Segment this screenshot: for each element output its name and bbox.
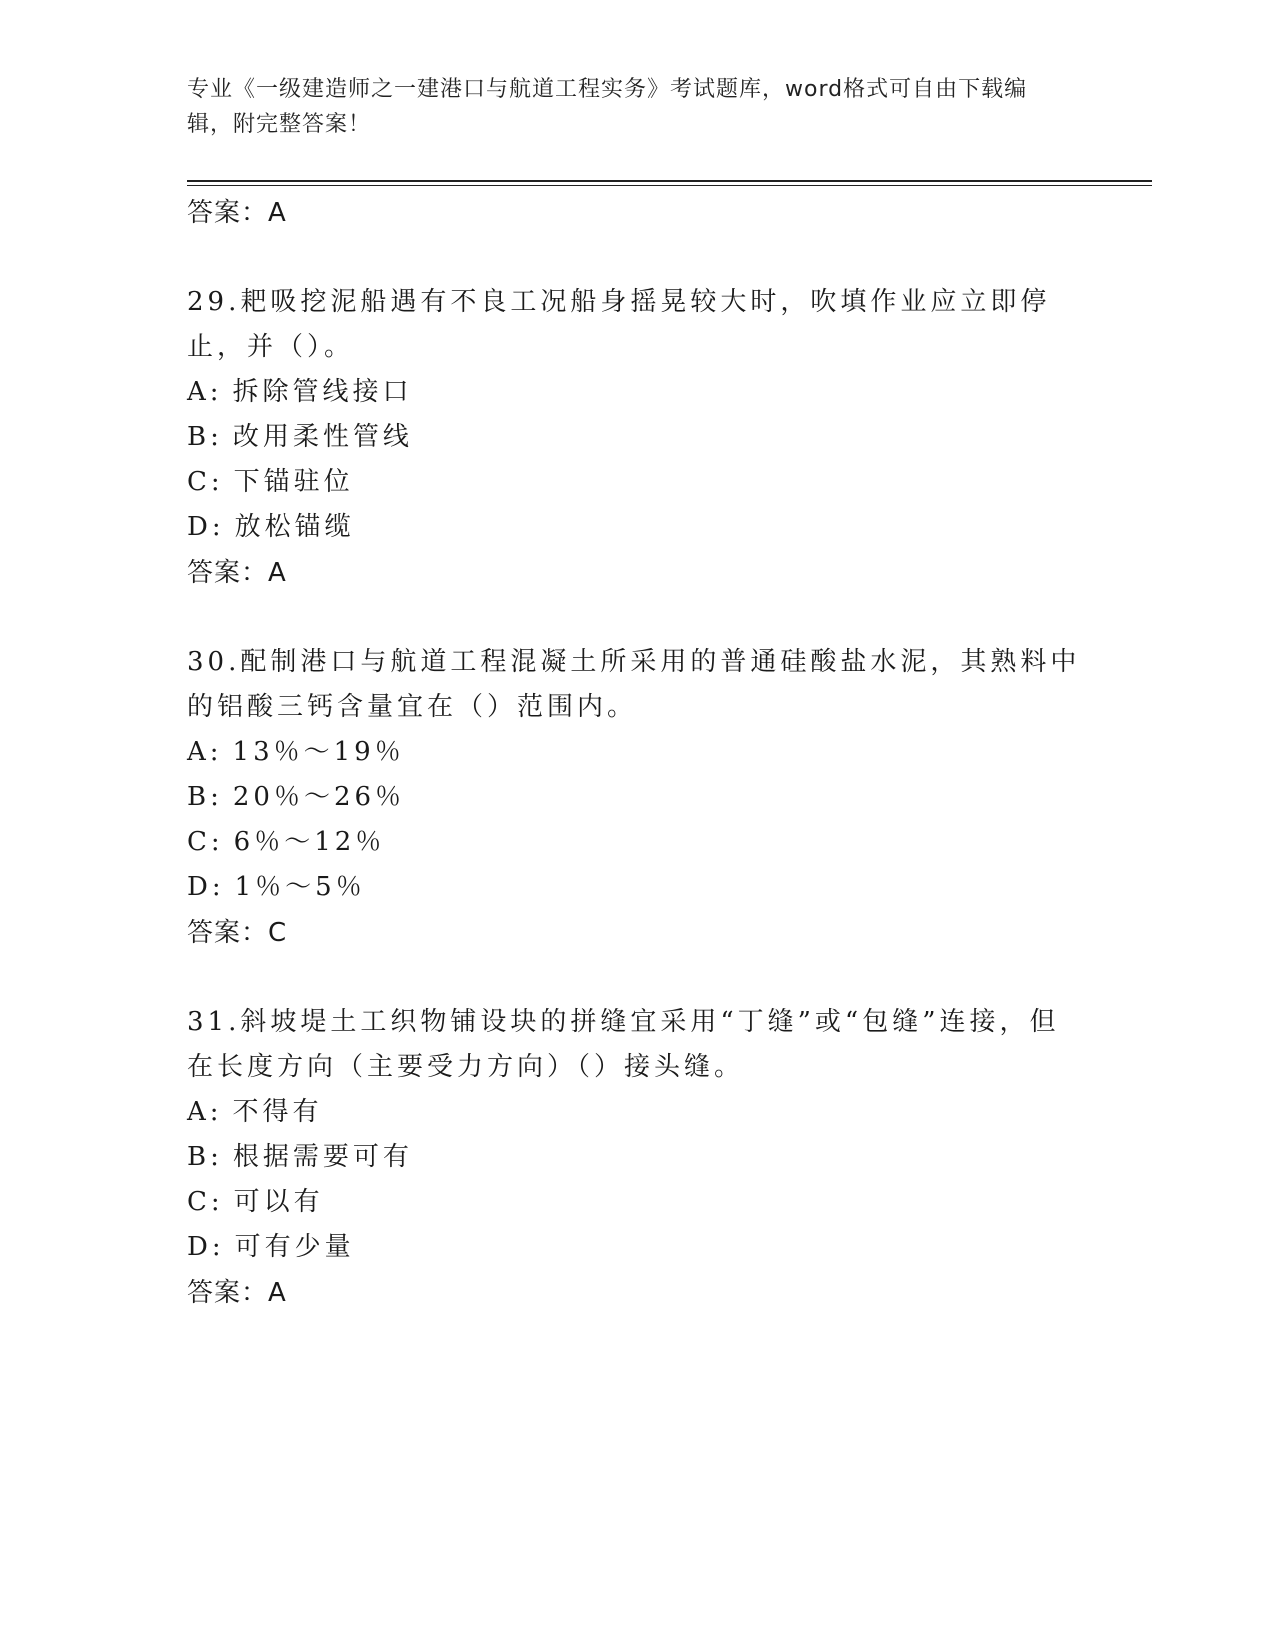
option-text: 可有少量 (234, 1232, 355, 1262)
option-label: D: (187, 1232, 225, 1262)
header-rule-thick (187, 180, 1152, 182)
option-label: C: (187, 467, 224, 497)
option-text: 13％～19％ (232, 737, 405, 767)
question-stem: 29.耙吸挖泥船遇有不良工况船身摇晃较大时，吹填作业应立即停止，并（）。 (187, 287, 1051, 362)
option-text: 下锚驻位 (233, 467, 354, 497)
option-text: 不得有 (232, 1097, 323, 1127)
document-header: 专业《一级建造师之一建港口与航道工程实务》考试题库，word格式可自由下载编辑，附完整答案！ (187, 77, 1028, 137)
question-stem: 30.配制港口与航道工程混凝土所采用的普通硅酸盐水泥，其熟料中的铝酸三钙含量宜在（）范围内。 (187, 647, 1081, 722)
question-31 (187, 1000, 1087, 1316)
option-a (187, 730, 1087, 775)
option-label: B: (187, 1142, 223, 1172)
option-text: 6％～12％ (233, 827, 386, 857)
option-label: A: (187, 377, 223, 407)
option-label: B: (187, 782, 223, 812)
previous-answer: 答案：A (187, 198, 287, 228)
option-a (187, 370, 1087, 415)
header-rule-thin (187, 185, 1152, 186)
option-d (187, 865, 1087, 910)
question-30 (187, 640, 1087, 956)
option-text: 1％～5％ (234, 872, 366, 902)
question-list (187, 190, 1087, 1316)
option-label: C: (187, 827, 224, 857)
question-stem: 31.斜坡堤土工织物铺设块的拼缝宜采用“丁缝”或“包缝”连接，但在长度方向（主要受力方向）（）接头缝。 (187, 1007, 1060, 1082)
option-b (187, 1135, 1087, 1180)
option-label: B: (187, 422, 223, 452)
question-29 (187, 280, 1087, 596)
option-b (187, 775, 1087, 820)
option-label: A: (187, 1097, 223, 1127)
option-label: D: (187, 872, 225, 902)
option-text: 放松锚缆 (234, 512, 355, 542)
option-c (187, 460, 1087, 505)
option-b (187, 415, 1087, 460)
option-a (187, 1090, 1087, 1135)
question-answer: 答案：A (187, 558, 287, 588)
option-d (187, 505, 1087, 550)
option-d (187, 1225, 1087, 1270)
option-label: A: (187, 737, 223, 767)
question-answer: 答案：C (187, 918, 288, 948)
option-c (187, 1180, 1087, 1225)
option-text: 根据需要可有 (232, 1142, 413, 1172)
option-label: D: (187, 512, 225, 542)
option-text: 拆除管线接口 (232, 377, 413, 407)
option-text: 改用柔性管线 (232, 422, 413, 452)
option-text: 20％～26％ (232, 782, 406, 812)
option-c (187, 820, 1087, 865)
question-answer: 答案：A (187, 1278, 287, 1308)
option-text: 可以有 (233, 1187, 324, 1217)
option-label: C: (187, 1187, 224, 1217)
